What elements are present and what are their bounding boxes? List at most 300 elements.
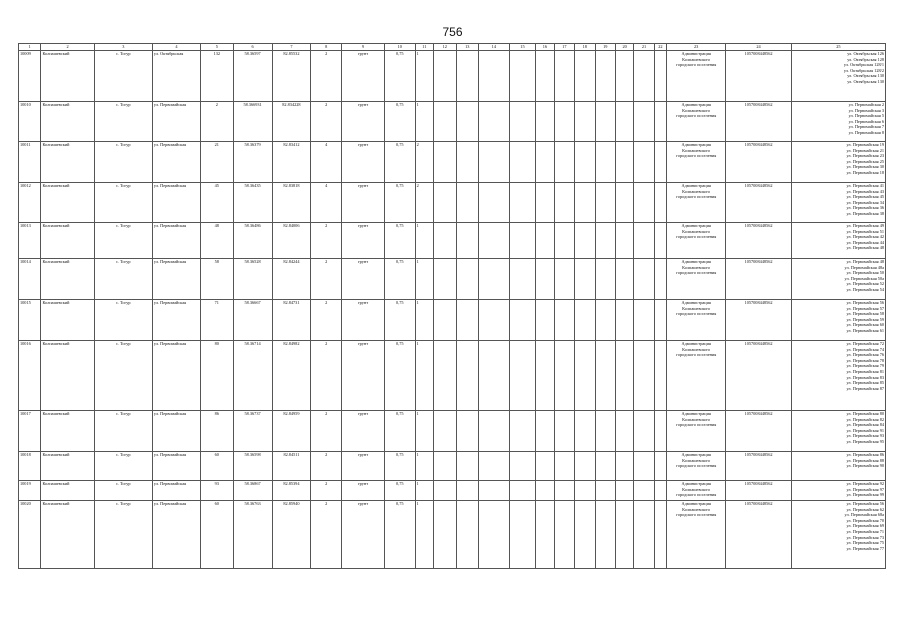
organization-line: городского поселения [676, 422, 717, 428]
address-line: ул. Первомайская 80 [846, 411, 884, 416]
empty-cell [536, 259, 554, 300]
organization-line: городского поселения [676, 492, 717, 498]
addresses-cell [791, 183, 885, 223]
address-line: ул. Первомайская 6 [848, 118, 884, 124]
settlement-cell: с. Тогур [94, 51, 152, 102]
organization-cell [667, 481, 726, 501]
surface-cell: грунт [342, 183, 385, 223]
address-line: ул. Первомайская 2 [848, 102, 884, 107]
empty-cell [554, 183, 574, 223]
settlement-cell: с. Тогур [94, 341, 152, 411]
empty-cell [554, 142, 574, 183]
address-line: ул. Первомайская 68а [844, 512, 884, 518]
longitude-cell: 82.83412 [272, 142, 311, 183]
volume-cell: 0,75 [384, 341, 415, 411]
row-id-cell: 10019 [19, 481, 41, 501]
volume-cell: 0,75 [384, 501, 415, 569]
column-header: 3 [94, 44, 152, 51]
empty-cell [595, 411, 615, 452]
latitude-cell: 58.36763 [233, 501, 272, 569]
empty-cell [634, 142, 654, 183]
latitude-cell: 58.36598 [233, 452, 272, 481]
column-header: 10 [384, 44, 415, 51]
longitude-cell: 82.85532 [272, 51, 311, 102]
longitude-cell: 82.84511 [272, 452, 311, 481]
latitude-cell: 58.36435 [233, 183, 272, 223]
surface-cell: грунт [342, 452, 385, 481]
empty-cell [509, 223, 536, 259]
count-cell: 2 [311, 223, 342, 259]
empty-cell [434, 481, 456, 501]
address-line: ул. Первомайская 73 [846, 534, 884, 540]
organization-cell [667, 102, 726, 142]
count-cell: 2 [311, 300, 342, 341]
number-cell: 1 [415, 501, 433, 569]
address-line: ул. Первомайская 88 [846, 457, 884, 463]
column-header: 18 [575, 44, 595, 51]
empty-cell [575, 102, 595, 142]
organization-line: городского поселения [676, 153, 717, 159]
empty-cell [478, 51, 509, 102]
volume-cell: 0,75 [384, 102, 415, 142]
column-header: 24 [726, 44, 791, 51]
organization-cell [667, 223, 726, 259]
empty-cell [615, 259, 633, 300]
addresses-cell [791, 142, 885, 183]
address-line: ул. Первомайская 38 [846, 210, 884, 216]
organization-line: городского поселения [676, 512, 717, 518]
organization-cell [667, 259, 726, 300]
empty-cell [478, 183, 509, 223]
empty-cell [434, 223, 456, 259]
organization-line: Колпашевского [682, 228, 711, 234]
column-header: 7 [272, 44, 311, 51]
street-cell: ул. Первомайская [152, 259, 200, 300]
column-header: 25 [791, 44, 885, 51]
organization-line: городского поселения [676, 62, 717, 68]
empty-cell [456, 183, 478, 223]
addresses-cell [791, 223, 885, 259]
house-cell: 48 [200, 223, 233, 259]
column-header: 6 [233, 44, 272, 51]
empty-cell [615, 142, 633, 183]
address-line: ул. Первомайская 57 [846, 305, 884, 311]
district-cell: Колпашевский [41, 452, 94, 481]
table-row [19, 300, 886, 341]
column-header: 17 [554, 44, 574, 51]
latitude-cell: 58.36528 [233, 259, 272, 300]
house-cell: 60 [200, 501, 233, 569]
empty-cell [478, 300, 509, 341]
column-header: 22 [654, 44, 666, 51]
surface-cell: грунт [342, 501, 385, 569]
address-line: ул. Первомайская 54 [846, 286, 884, 292]
house-cell: 58 [200, 259, 233, 300]
empty-cell [478, 411, 509, 452]
page-number: 756 [442, 25, 463, 39]
organization-cell [667, 183, 726, 223]
address-line: ул. Первомайская 5 [848, 113, 884, 119]
row-id-cell: 10011 [19, 142, 41, 183]
column-header: 12 [434, 44, 456, 51]
empty-cell [575, 183, 595, 223]
address-line: ул. Первомайская 41 [846, 183, 884, 188]
empty-cell [634, 501, 654, 569]
empty-cell [536, 223, 554, 259]
empty-cell [478, 223, 509, 259]
address-line: ул. Октябрьская 130 [847, 78, 884, 84]
house-cell: 71 [200, 300, 233, 341]
empty-cell [536, 411, 554, 452]
row-id-cell: 10013 [19, 223, 41, 259]
count-cell: 2 [311, 411, 342, 452]
empty-cell [615, 183, 633, 223]
count-cell: 2 [311, 259, 342, 300]
empty-cell [536, 481, 554, 501]
number-cell: 1 [415, 452, 433, 481]
ogrn-cell: 1057008448562 [726, 102, 791, 142]
address-line: ул. Первомайская 48 [846, 259, 884, 264]
empty-cell [536, 183, 554, 223]
empty-cell [478, 452, 509, 481]
addresses-cell [791, 300, 885, 341]
address-line: ул. Первомайская 84 [846, 422, 884, 428]
empty-cell [456, 223, 478, 259]
organization-line: городского поселения [676, 113, 717, 119]
ogrn-cell: 1057008448562 [726, 501, 791, 569]
settlement-cell: с. Тогур [94, 501, 152, 569]
empty-cell [456, 259, 478, 300]
surface-cell: грунт [342, 51, 385, 102]
empty-cell [536, 341, 554, 411]
organization-cell [667, 341, 726, 411]
row-id-cell: 10016 [19, 341, 41, 411]
empty-cell [478, 259, 509, 300]
empty-cell [509, 501, 536, 569]
table-row [19, 223, 886, 259]
number-cell: 1 [415, 102, 433, 142]
district-cell: Колпашевский [41, 223, 94, 259]
district-cell: Колпашевский [41, 341, 94, 411]
ogrn-cell: 1057008448562 [726, 223, 791, 259]
empty-cell [575, 341, 595, 411]
settlement-cell: с. Тогур [94, 481, 152, 501]
empty-cell [595, 223, 615, 259]
address-line: ул. Первомайская 86 [846, 452, 884, 457]
column-header: 16 [536, 44, 554, 51]
empty-cell [456, 501, 478, 569]
organization-line: Администрация [681, 411, 711, 416]
district-cell: Колпашевский [41, 481, 94, 501]
empty-cell [634, 300, 654, 341]
empty-cell [456, 452, 478, 481]
address-line: ул. Первомайская 42 [846, 234, 884, 240]
column-header: 4 [152, 44, 200, 51]
count-cell: 2 [311, 501, 342, 569]
settlement-cell: с. Тогур [94, 300, 152, 341]
house-cell: 132 [200, 51, 233, 102]
organization-line: Администрация [681, 341, 711, 346]
organization-line: городского поселения [676, 463, 717, 469]
organization-line: Колпашевского [682, 264, 711, 270]
empty-cell [595, 501, 615, 569]
address-line: ул. Первомайская 48а [844, 264, 884, 270]
empty-cell [456, 51, 478, 102]
empty-cell [575, 300, 595, 341]
address-line: ул. Первомайская 43 [846, 188, 884, 194]
surface-cell: грунт [342, 142, 385, 183]
empty-cell [554, 300, 574, 341]
empty-cell [634, 223, 654, 259]
empty-cell [536, 51, 554, 102]
organization-line: Колпашевского [682, 457, 711, 463]
number-cell: 1 [415, 259, 433, 300]
empty-cell [654, 142, 666, 183]
address-line: ул. Первомайская 56 [846, 300, 884, 305]
empty-cell [554, 481, 574, 501]
empty-cell [654, 341, 666, 411]
organization-line: Колпашевского [682, 506, 711, 512]
organization-line: Администрация [681, 452, 711, 457]
number-cell: 1 [415, 411, 433, 452]
address-line: ул. Первомайская 97 [846, 486, 884, 492]
address-line: ул. Первомайская 70 [846, 517, 884, 523]
empty-cell [478, 341, 509, 411]
latitude-cell: 58.36597 [233, 51, 272, 102]
empty-cell [595, 341, 615, 411]
house-cell: 2 [200, 102, 233, 142]
column-header: 11 [415, 44, 433, 51]
organization-line: Администрация [681, 102, 711, 107]
address-line: ул. Первомайская 8 [848, 129, 884, 135]
address-line: ул. Первомайская 19 [846, 142, 884, 147]
address-line: ул. Первомайская 77 [846, 545, 884, 551]
addresses-cell [791, 341, 885, 411]
address-line: ул. Первомайская 90 [846, 463, 884, 469]
empty-cell [654, 452, 666, 481]
house-cell: 93 [200, 481, 233, 501]
count-cell: 2 [311, 102, 342, 142]
surface-cell: грунт [342, 259, 385, 300]
empty-cell [478, 142, 509, 183]
table-row [19, 501, 886, 569]
empty-cell [434, 51, 456, 102]
address-line: ул. Первомайская 7 [848, 124, 884, 130]
latitude-cell: 58.36379 [233, 142, 272, 183]
column-header: 19 [595, 44, 615, 51]
empty-cell [456, 142, 478, 183]
address-line: ул. Первомайская 25 [846, 158, 884, 164]
empty-cell [536, 142, 554, 183]
organization-line: Администрация [681, 259, 711, 264]
empty-cell [575, 452, 595, 481]
empty-cell [595, 142, 615, 183]
empty-cell [456, 341, 478, 411]
address-line: ул. Октябрьская 126 [847, 51, 884, 56]
addresses-cell [791, 411, 885, 452]
number-cell: 1 [415, 341, 433, 411]
address-line: ул. Первомайская 48 [846, 245, 884, 251]
settlement-cell: с. Тогур [94, 183, 152, 223]
longitude-cell: 82.85394 [272, 481, 311, 501]
longitude-cell: 82.84006 [272, 223, 311, 259]
addresses-cell [791, 501, 885, 569]
empty-cell [634, 481, 654, 501]
ogrn-cell: 1057008448562 [726, 341, 791, 411]
organization-line: Администрация [681, 501, 711, 506]
address-line: ул. Октябрьская 128/1 [843, 62, 884, 68]
address-line: ул. Первомайская 82 [846, 416, 884, 422]
district-cell: Колпашевский [41, 142, 94, 183]
organization-line: Администрация [681, 300, 711, 305]
column-header: 8 [311, 44, 342, 51]
address-line: ул. Первомайская 3 [848, 107, 884, 113]
empty-cell [654, 481, 666, 501]
empty-cell [595, 51, 615, 102]
district-cell: Колпашевский [41, 300, 94, 341]
organization-line: городского поселения [676, 270, 717, 276]
organization-line: Администрация [681, 183, 711, 188]
empty-cell [615, 300, 633, 341]
address-line: ул. Октябрьская 128 [847, 56, 884, 62]
address-line: ул. Первомайская 83 [846, 374, 884, 380]
empty-cell [615, 51, 633, 102]
empty-cell [434, 300, 456, 341]
empty-cell [456, 411, 478, 452]
empty-cell [634, 341, 654, 411]
surface-cell: грунт [342, 223, 385, 259]
organization-line: Администрация [681, 481, 711, 486]
volume-cell: 0,75 [384, 481, 415, 501]
district-cell: Колпашевский [41, 102, 94, 142]
addresses-cell [791, 452, 885, 481]
organization-line: городского поселения [676, 311, 717, 317]
latitude-cell: 58.36486 [233, 223, 272, 259]
column-header: 14 [478, 44, 509, 51]
empty-cell [434, 259, 456, 300]
surface-cell: грунт [342, 102, 385, 142]
number-cell: 1 [415, 481, 433, 501]
empty-cell [509, 259, 536, 300]
address-line: ул. Первомайская 81 [846, 368, 884, 374]
organization-line: Колпашевского [682, 416, 711, 422]
longitude-cell: 82.84244 [272, 259, 311, 300]
street-cell: ул. Первомайская [152, 411, 200, 452]
address-line: ул. Первомайская 59 [846, 316, 884, 322]
number-cell: 2 [415, 183, 433, 223]
longitude-cell: 82.83818 [272, 183, 311, 223]
empty-cell [615, 481, 633, 501]
latitude-cell: 58.36867 [233, 481, 272, 501]
surface-cell: грунт [342, 341, 385, 411]
row-id-cell: 10018 [19, 452, 41, 481]
empty-cell [434, 142, 456, 183]
address-line: ул. Первомайская 61 [846, 327, 884, 333]
empty-cell [595, 259, 615, 300]
table-row [19, 411, 886, 452]
organization-cell [667, 501, 726, 569]
address-line: ул. Первомайская 36 [846, 205, 884, 211]
address-line: ул. Первомайская 60 [846, 322, 884, 328]
count-cell: 4 [311, 183, 342, 223]
address-line: ул. Первомайская 72 [846, 341, 884, 346]
empty-cell [509, 51, 536, 102]
row-id-cell: 10012 [19, 183, 41, 223]
street-cell: ул. Первомайская [152, 223, 200, 259]
empty-cell [509, 481, 536, 501]
empty-cell [554, 501, 574, 569]
ogrn-cell: 1057008448562 [726, 142, 791, 183]
organization-line: Администрация [681, 223, 711, 228]
row-id-cell: 10015 [19, 300, 41, 341]
district-cell: Колпашевский [41, 51, 94, 102]
address-line: ул. Первомайская 74 [846, 346, 884, 352]
empty-cell [554, 51, 574, 102]
count-cell: 2 [311, 51, 342, 102]
district-cell: Колпашевский [41, 259, 94, 300]
volume-cell: 0,75 [384, 452, 415, 481]
empty-cell [654, 300, 666, 341]
street-cell: ул. Первомайская [152, 452, 200, 481]
organization-line: городского поселения [676, 352, 717, 358]
row-id-cell: 10020 [19, 501, 41, 569]
empty-cell [615, 102, 633, 142]
addresses-cell [791, 259, 885, 300]
house-cell: 80 [200, 341, 233, 411]
organization-line: Колпашевского [682, 305, 711, 311]
address-line: ул. Первомайская 99 [846, 492, 884, 498]
address-line: ул. Первомайская 58 [846, 311, 884, 317]
volume-cell: 0,75 [384, 142, 415, 183]
empty-cell [575, 481, 595, 501]
organization-line: Администрация [681, 142, 711, 147]
address-line: ул. Первомайская 51 [846, 228, 884, 234]
surface-cell: грунт [342, 411, 385, 452]
empty-cell [456, 481, 478, 501]
address-line: ул. Первомайская 52 [846, 281, 884, 287]
address-line: ул. Октябрьская 128/2 [843, 67, 884, 73]
organization-line: городского поселения [676, 194, 717, 200]
empty-cell [478, 102, 509, 142]
organization-line: Колпашевского [682, 346, 711, 352]
organization-cell [667, 411, 726, 452]
count-cell: 4 [311, 142, 342, 183]
addresses-cell [791, 102, 885, 142]
number-cell: 1 [415, 51, 433, 102]
empty-cell [615, 411, 633, 452]
empty-cell [434, 183, 456, 223]
volume-cell: 0,75 [384, 259, 415, 300]
address-line: ул. Первомайская 44 [846, 239, 884, 245]
settlement-cell: с. Тогур [94, 411, 152, 452]
empty-cell [595, 102, 615, 142]
settlement-cell: с. Тогур [94, 223, 152, 259]
street-cell: ул. Октябрьская [152, 51, 200, 102]
header-row [19, 44, 886, 51]
address-line: ул. Первомайская 18 [846, 169, 884, 175]
empty-cell [509, 452, 536, 481]
address-line: ул. Первомайская 95 [846, 438, 884, 444]
organization-line: Колпашевского [682, 107, 711, 113]
address-line: ул. Первомайская 49 [846, 223, 884, 228]
volume-cell: 0,75 [384, 51, 415, 102]
address-line: ул. Первомайская 30 [846, 164, 884, 170]
district-cell: Колпашевский [41, 501, 94, 569]
column-header: 21 [634, 44, 654, 51]
address-line: ул. Октябрьская 130 [847, 73, 884, 79]
address-line: ул. Первомайская 85 [846, 380, 884, 386]
table-row [19, 102, 886, 142]
